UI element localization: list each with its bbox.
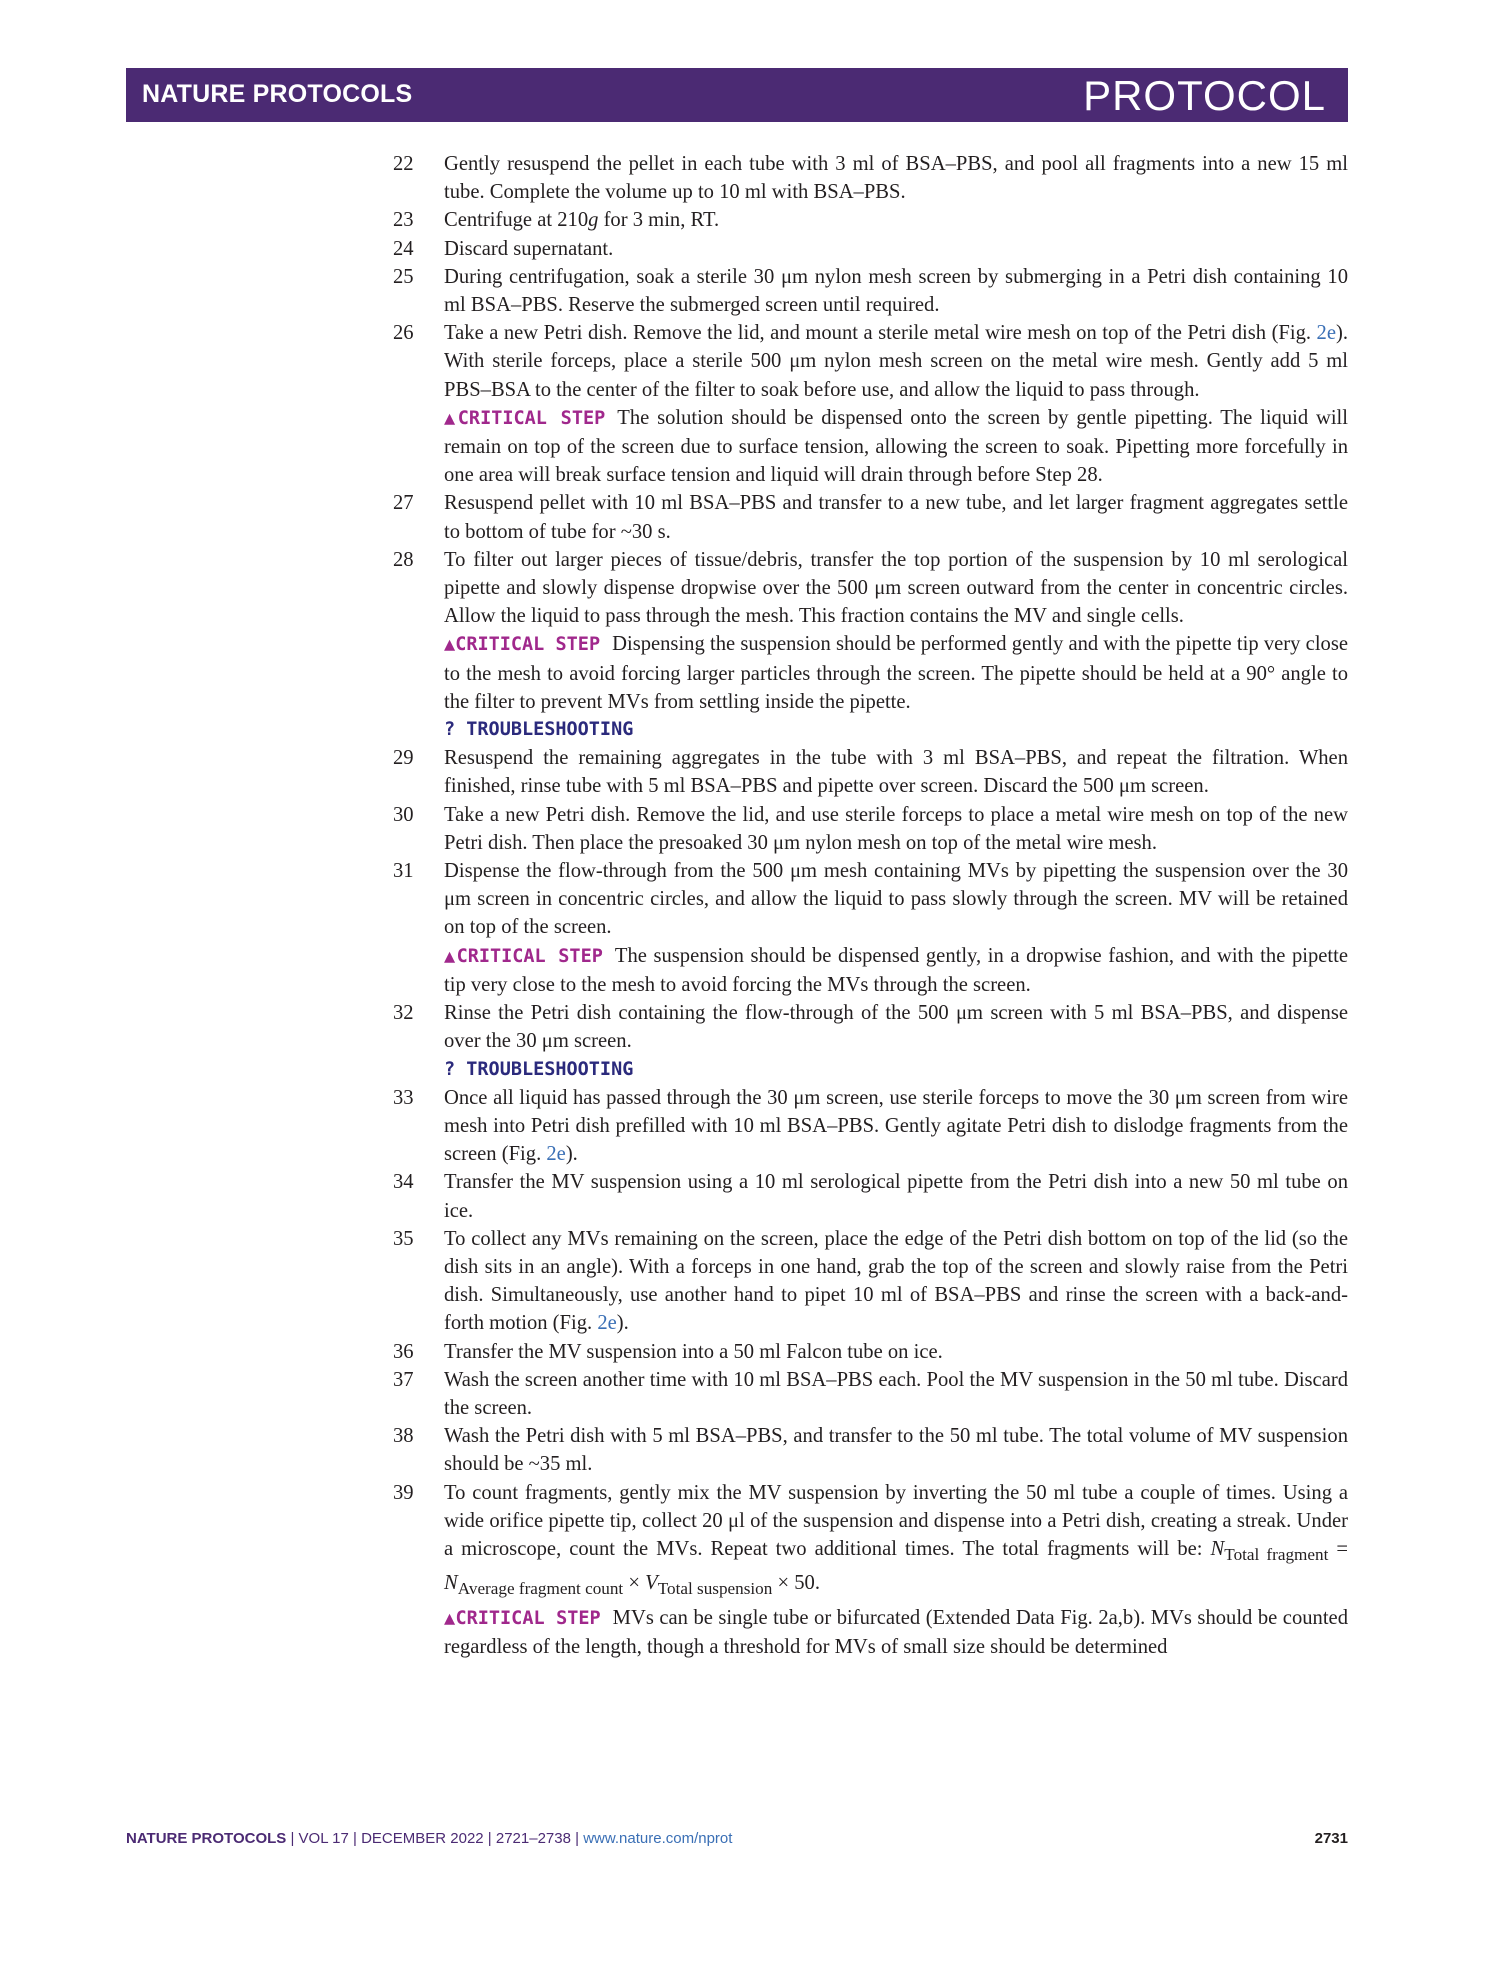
critical-step-note — [444, 630, 1348, 716]
step-number: 28 — [393, 548, 414, 571]
step-text: Take a new Petri dish. Remove the lid, and mount a sterile metal wire mesh on top of the Petri dish (Fig. — [444, 322, 1317, 345]
critical-step-label: ▲CRITICAL STEP — [444, 407, 606, 429]
step-number: 26 — [393, 322, 414, 345]
step-27 — [393, 489, 1348, 545]
step-text-italic: g — [588, 209, 599, 232]
step-text: To collect any MVs remaining on the screen, place the edge of the Petri dish bottom on top of the lid (so the dish sits in an angle). With a forceps in one hand, grab the top of the screen and slowly raise from the Petri dish. Simultaneously, use another hand to pipet 10 ml of BSA–PBS and rinse the screen with a back-and-forth motion (Fig. — [444, 1227, 1348, 1335]
article-type: PROTOCOL — [1083, 72, 1326, 119]
step-34 — [393, 1168, 1348, 1224]
critical-step-note — [444, 404, 1348, 490]
figure-reference-link[interactable]: 2e — [597, 1312, 617, 1335]
step-number: 29 — [393, 747, 414, 770]
step-text: Wash the screen another time with 10 ml BSA–PBS each. Pool the MV suspension in the 50 ml tube. Discard the screen. — [444, 1368, 1348, 1419]
critical-step-label: ▲CRITICAL STEP — [444, 1607, 601, 1629]
step-text: To filter out larger pieces of tissue/debris, transfer the top portion of the suspension by 10 ml serological pipette and slowly dispense dropwise over the 500 μm screen outward from the center in concentric circles. Allow the liquid to pass through the mesh. This fraction contains the MV and single cells. — [444, 548, 1348, 628]
critical-step-label: ▲CRITICAL STEP — [444, 945, 603, 967]
figure-reference-link[interactable]: 2e — [1316, 322, 1336, 345]
footer-separator: | — [483, 1830, 496, 1847]
formula-subscript: Total fragment — [1224, 1545, 1329, 1565]
journal-name: NATURE PROTOCOLS — [142, 80, 413, 108]
critical-step-text: MVs can be single tube or bifurcated (Extended Data Fig. 2a,b). MVs should be counted regardless of the length, though a threshold for MVs of small size should be determined — [444, 1606, 1348, 1658]
step-text: Take a new Petri dish. Remove the lid, and use sterile forceps to place a metal wire mesh on top of the new Petri dish. Then place the presoaked 30 μm nylon mesh on top of the metal wire mesh. — [444, 803, 1348, 854]
critical-step-text: Dispensing the suspension should be performed gently and with the pipette tip very close to the mesh to avoid forcing larger particles through the screen. The pipette should be held at a 90° angle to the filter to prevent MVs from settling inside the pipette. — [444, 633, 1348, 713]
critical-step-note — [444, 1604, 1348, 1661]
step-text: ). With sterile forceps, place a sterile 500 μm nylon mesh screen on the metal wire mesh. Gently add 5 ml PBS–BSA to the center of the filter to soak before use, and allow the liquid to pass through. — [444, 322, 1348, 401]
step-number: 35 — [393, 1227, 414, 1250]
footer-url-link[interactable]: www.nature.com/nprot — [583, 1830, 733, 1847]
step-number: 27 — [393, 492, 414, 515]
critical-step-text: The suspension should be dispensed gently, in a dropwise fashion, and with the pipette tip very close to the mesh to avoid forcing the MVs through the screen. — [444, 944, 1348, 996]
step-text: Discard supernatant. — [444, 237, 614, 260]
step-text: Centrifuge at 210 — [444, 209, 589, 232]
critical-step-note — [444, 942, 1348, 999]
protocol-steps — [393, 150, 1348, 1661]
step-text: Transfer the MV suspension using a 10 ml serological pipette from the Petri dish into a new 50 ml tube on ice. — [444, 1171, 1348, 1222]
step-number: 24 — [393, 237, 414, 260]
step-number: 34 — [393, 1171, 414, 1194]
step-text: Once all liquid has passed through the 30 μm screen, use sterile forceps to move the 30 μm screen from wire mesh into Petri dish prefilled with 10 ml BSA–PBS. Gently agitate Petri dish to dislodge fragments from the screen (Fig. — [444, 1086, 1348, 1166]
critical-step-text: The solution should be dispensed onto the screen by gentle pipetting. The liquid will remain on top of the screen due to surface tension, allowing the screen to soak. Pipetting more forcefully in one area will break surface tension and liquid will drain through before Step 28. — [444, 406, 1348, 487]
footer-pages: 2721–2738 — [495, 1830, 571, 1847]
formula-operator: × 50. — [772, 1572, 820, 1595]
formula-operator: × — [623, 1572, 646, 1595]
formula-operator: = — [1328, 1537, 1348, 1560]
step-text: ). — [565, 1143, 578, 1166]
step-number: 25 — [393, 265, 414, 288]
step-number: 22 — [393, 153, 414, 175]
footer-separator: | — [286, 1830, 299, 1847]
step-text: ). — [616, 1312, 629, 1335]
step-text: for 3 min, RT. — [598, 209, 720, 232]
step-number: 33 — [393, 1086, 414, 1109]
step-31 — [393, 857, 1348, 999]
journal-header-bar — [126, 68, 1348, 122]
formula-symbol: N — [1210, 1537, 1225, 1560]
step-text: Transfer the MV suspension into a 50 ml Falcon tube on ice. — [444, 1340, 943, 1363]
step-text: Resuspend pellet with 10 ml BSA–PBS and transfer to a new tube, and let larger fragment aggregates settle to bottom of tube for ~30 s. — [444, 492, 1348, 543]
formula-symbol: N — [444, 1572, 458, 1595]
step-text: Rinse the Petri dish containing the flow-through of the 500 μm screen with 5 ml BSA–PBS, and dispense over the 30 μm screen. — [444, 1002, 1348, 1053]
formula-symbol: V — [645, 1572, 658, 1595]
step-24 — [393, 235, 1348, 263]
step-number: 39 — [393, 1481, 414, 1504]
step-number: 23 — [393, 209, 414, 232]
footer-volume: VOL 17 — [298, 1830, 349, 1847]
troubleshooting-link[interactable]: ? TROUBLESHOOTING — [444, 1058, 634, 1080]
step-39 — [393, 1479, 1348, 1661]
step-32 — [393, 999, 1348, 1084]
step-25 — [393, 263, 1348, 319]
page-number: 2731 — [1314, 1830, 1348, 1847]
step-37 — [393, 1366, 1348, 1422]
step-text: Dispense the flow-through from the 500 μm mesh containing MVs by pipetting the suspension over the 30 μm screen in concentric circles, and allow the liquid to pass slowly through the screen. MV will be retained on top of the screen. — [444, 860, 1348, 939]
step-number: 37 — [393, 1368, 414, 1391]
step-text: During centrifugation, soak a sterile 30 μm nylon mesh screen by submerging in a Petri dish containing 10 ml BSA–PBS. Reserve the submerged screen until required. — [444, 265, 1348, 317]
step-22 — [393, 150, 1348, 206]
step-text: Gently resuspend the pellet in each tube with 3 ml of BSA–PBS, and pool all fragments into a new 15 ml tube. Complete the volume up to 10 ml with BSA–PBS. — [444, 153, 1348, 204]
step-36 — [393, 1338, 1348, 1366]
step-number: 36 — [393, 1340, 414, 1363]
step-28 — [393, 546, 1348, 744]
critical-step-label: ▲CRITICAL STEP — [444, 634, 601, 656]
step-number: 30 — [393, 803, 414, 826]
footer-date: DECEMBER 2022 — [361, 1830, 484, 1847]
footer-separator: | — [348, 1830, 362, 1847]
troubleshooting-link[interactable]: ? TROUBLESHOOTING — [444, 719, 634, 741]
step-number: 32 — [393, 1002, 414, 1025]
step-text: Wash the Petri dish with 5 ml BSA–PBS, and transfer to the 50 ml tube. The total volume of MV suspension should be ~35 ml. — [444, 1425, 1348, 1476]
step-30 — [393, 801, 1348, 857]
step-text: Resuspend the remaining aggregates in the tube with 3 ml BSA–PBS, and repeat the filtration. When finished, rinse tube with 5 ml BSA–PBS and pipette over screen. Discard the 500 μm screen. — [444, 747, 1348, 798]
step-35 — [393, 1225, 1348, 1338]
step-23 — [393, 206, 1348, 234]
step-26 — [393, 319, 1348, 489]
step-38 — [393, 1422, 1348, 1478]
footer-separator: | — [570, 1830, 584, 1847]
figure-reference-link[interactable]: 2e — [546, 1143, 566, 1166]
formula-subscript: Average fragment count — [457, 1579, 624, 1599]
footer-journal: NATURE PROTOCOLS — [126, 1830, 287, 1847]
step-number: 38 — [393, 1425, 414, 1448]
formula-subscript: Total suspension — [657, 1579, 773, 1599]
step-29 — [393, 744, 1348, 800]
step-number: 31 — [393, 860, 414, 883]
step-text: To count fragments, gently mix the MV suspension by inverting the 50 ml tube a couple of times. Using a wide orifice pipette tip, collect 20 μl of the suspension and dispense into a Petri dish, creating a streak. Under a microscope, count the MVs. Repeat two additional times. The total fragments will be: — [444, 1481, 1348, 1560]
page-footer — [126, 1830, 1348, 1847]
step-33 — [393, 1084, 1348, 1169]
